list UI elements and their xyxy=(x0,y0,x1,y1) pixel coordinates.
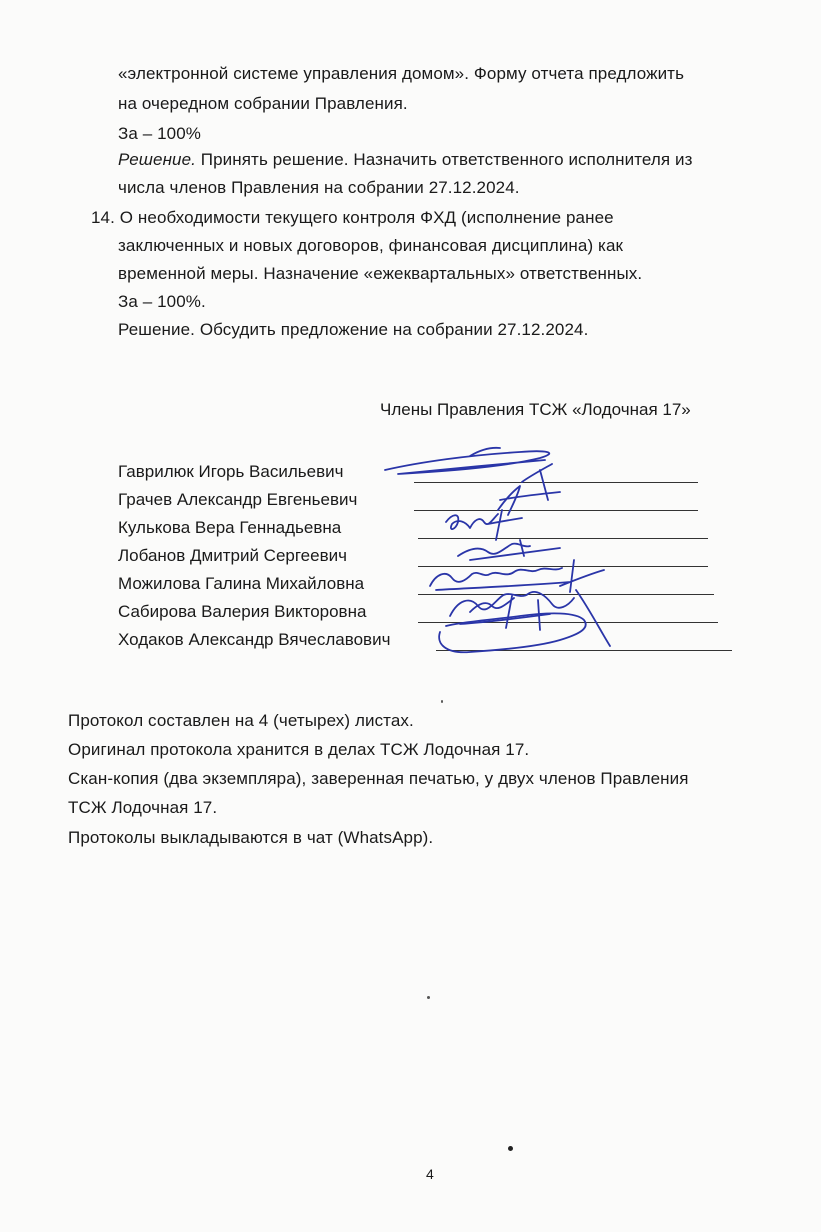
scan-speck xyxy=(441,700,443,703)
member-row xyxy=(118,574,738,598)
footer-line-3: Скан-копия (два экземпляра), заверенная печатью, у двух членов Правления xyxy=(68,769,689,788)
signature-line xyxy=(414,510,698,511)
member-name: Можилова Галина Михайловна xyxy=(118,574,365,593)
decision-line-1 xyxy=(118,150,693,170)
body-line-1: «электронной системе управления домом». Форму отчета предложить xyxy=(118,64,685,83)
signature-line xyxy=(418,538,708,539)
member-row xyxy=(118,546,738,570)
vote-line-2: За – 100%. xyxy=(118,292,206,311)
member-row xyxy=(118,518,738,542)
member-row xyxy=(118,490,738,514)
scan-speck xyxy=(427,996,430,999)
signature-1-stroke xyxy=(470,448,500,456)
item-14-heading: 14. О необходимости текущего контроля ФХД (исполнение ранее xyxy=(91,208,614,227)
member-name: Гаврилюк Игорь Васильевич xyxy=(118,462,344,481)
footer-line-1: Протокол составлен на 4 (четырех) листах. xyxy=(68,711,414,730)
member-name: Лобанов Дмитрий Сергеевич xyxy=(118,546,347,565)
body-line-2: на очередном собрании Правления. xyxy=(118,94,408,113)
footer-line-2: Оригинал протокола хранится в делах ТСЖ Лодочная 17. xyxy=(68,740,530,759)
decision-label: Решение. xyxy=(118,150,196,169)
member-row xyxy=(118,602,738,626)
member-row xyxy=(118,462,738,486)
signature-line xyxy=(418,594,714,595)
body-line-7: заключенных и новых договоров, финансовая дисциплина) как xyxy=(118,236,624,255)
member-name: Сабирова Валерия Викторовна xyxy=(118,602,367,621)
decision-line-2: Решение. Обсудить предложение на собрании 27.12.2024. xyxy=(118,320,589,339)
signature-line xyxy=(414,482,698,483)
signature-line xyxy=(418,566,708,567)
scan-speck xyxy=(508,1146,513,1151)
signature-line xyxy=(436,650,732,651)
member-name: Грачев Александр Евгеньевич xyxy=(118,490,358,509)
members-title: Члены Правления ТСЖ «Лодочная 17» xyxy=(380,400,691,419)
body-line-8: временной меры. Назначение «ежеквартальных» ответственных. xyxy=(118,264,643,283)
decision-text: Принять решение. Назначить ответственного исполнителя из xyxy=(195,150,693,169)
page-number: 4 xyxy=(426,1166,434,1182)
vote-line-1: За – 100% xyxy=(118,124,202,143)
member-name: Ходаков Александр Вячеславович xyxy=(118,630,391,649)
signature-line xyxy=(418,622,718,623)
footer-line-4: ТСЖ Лодочная 17. xyxy=(68,798,218,817)
member-row xyxy=(118,630,738,654)
body-line-5: числа членов Правления на собрании 27.12.2024. xyxy=(118,178,520,197)
footer-line-5: Протоколы выкладываются в чат (WhatsApp). xyxy=(68,828,434,847)
member-name: Кулькова Вера Геннадьевна xyxy=(118,518,342,537)
